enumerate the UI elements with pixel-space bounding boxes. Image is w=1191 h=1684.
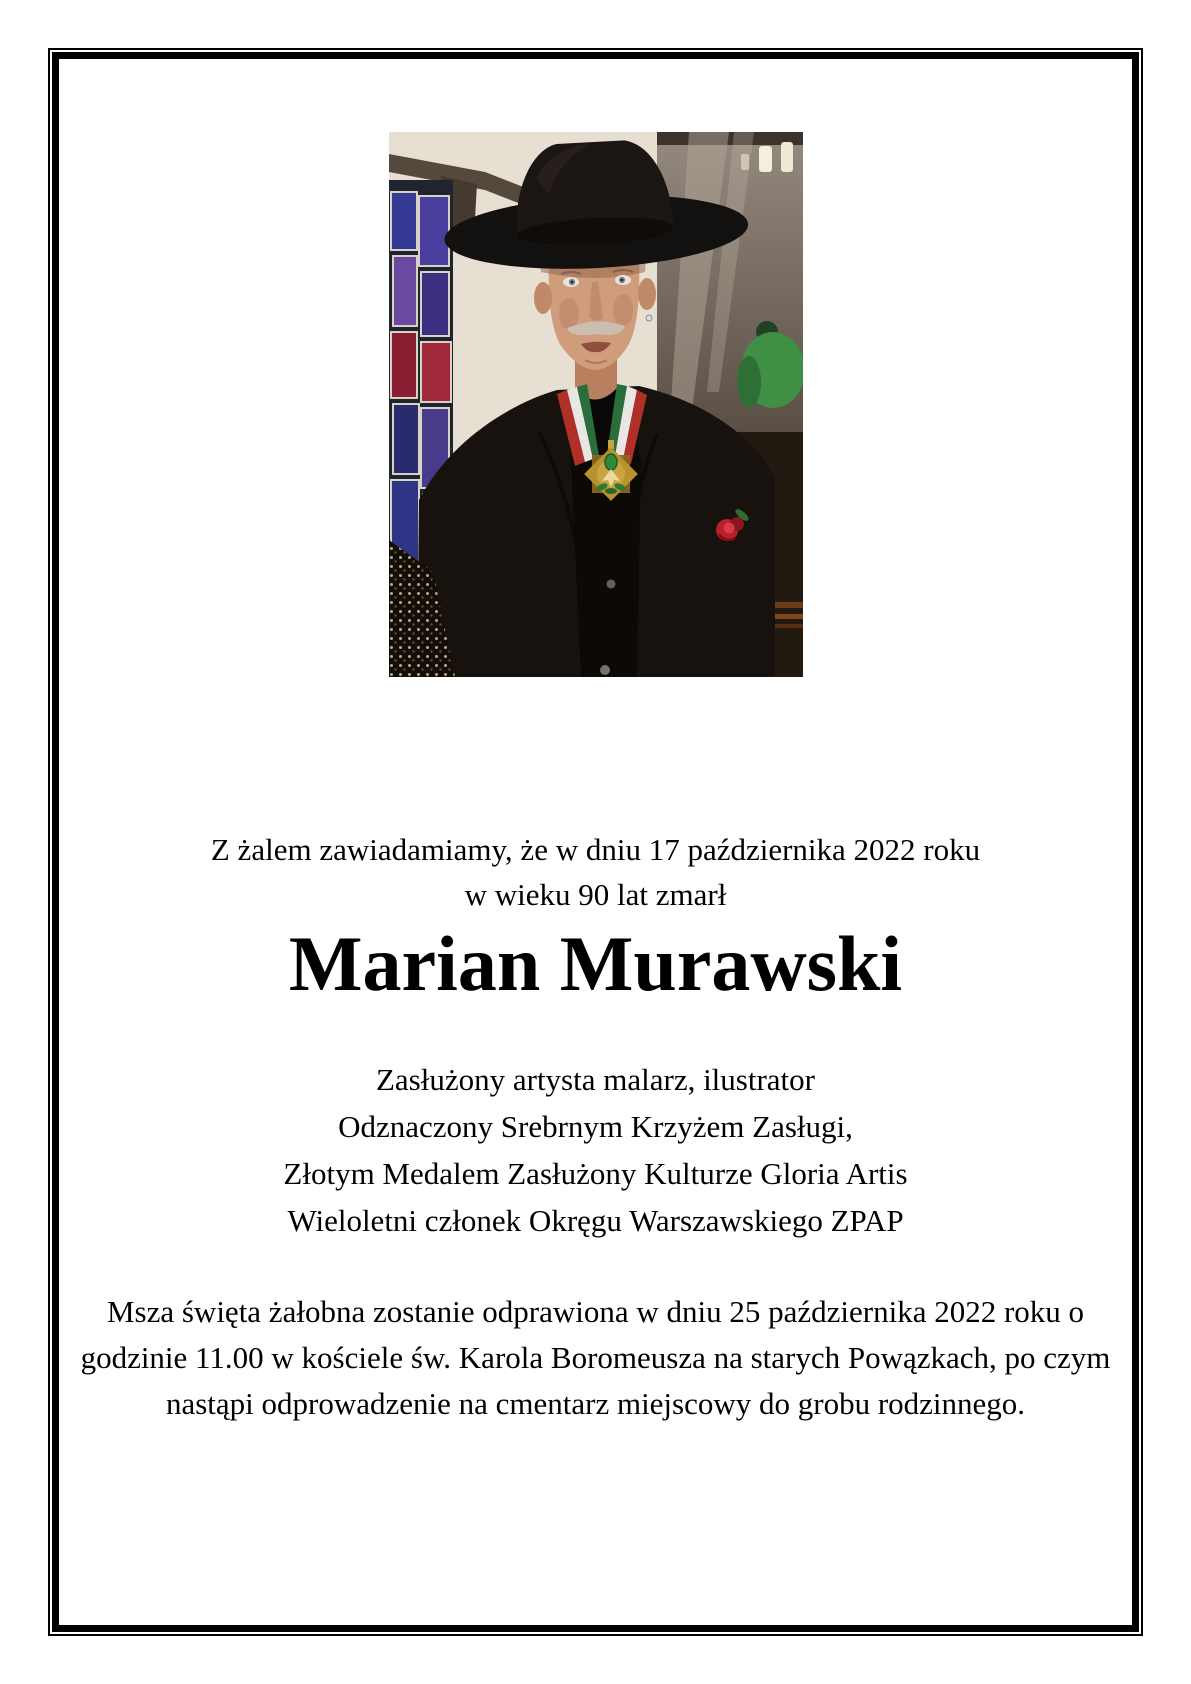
window-highlight bbox=[759, 146, 772, 172]
announcement-line-1: Z żalem zawiadamiamy, że w dniu 17 października 2022 roku bbox=[210, 832, 981, 867]
announcement-line-2: w wieku 90 lat zmarł bbox=[464, 877, 727, 912]
ear-right bbox=[638, 278, 656, 310]
funeral-info-line-2: godzinie 11.00 w kościele św. Karola Boromeusza na starych Powązkach, po czym bbox=[80, 1340, 1111, 1375]
deceased-name: Marian Murawski bbox=[288, 920, 903, 1007]
medal-green-gem bbox=[605, 454, 617, 470]
earring bbox=[646, 315, 652, 321]
portrait-illustration bbox=[389, 132, 803, 677]
honors-line-2: Odznaczony Srebrnym Krzyżem Zasługi, bbox=[338, 1109, 853, 1144]
portrait-photo bbox=[389, 132, 803, 677]
funeral-info-line-3: nastąpi odprowadzenie na cmentarz miejscowy do grobu rodzinnego. bbox=[165, 1386, 1026, 1421]
honors-line-1: Zasłużony artysta malarz, ilustrator bbox=[375, 1062, 815, 1097]
shirt-button bbox=[606, 580, 615, 589]
funeral-info-line-1: Msza święta żałobna zostanie odprawiona w dniu 25 października 2022 roku o bbox=[106, 1294, 1085, 1329]
ear-left bbox=[534, 282, 552, 314]
honors-line-3: Złotym Medalem Zasłużony Kulturze Gloria Artis bbox=[283, 1156, 908, 1191]
honors-line-4: Wieloletni członek Okręgu Warszawskiego ZPAP bbox=[287, 1203, 904, 1238]
